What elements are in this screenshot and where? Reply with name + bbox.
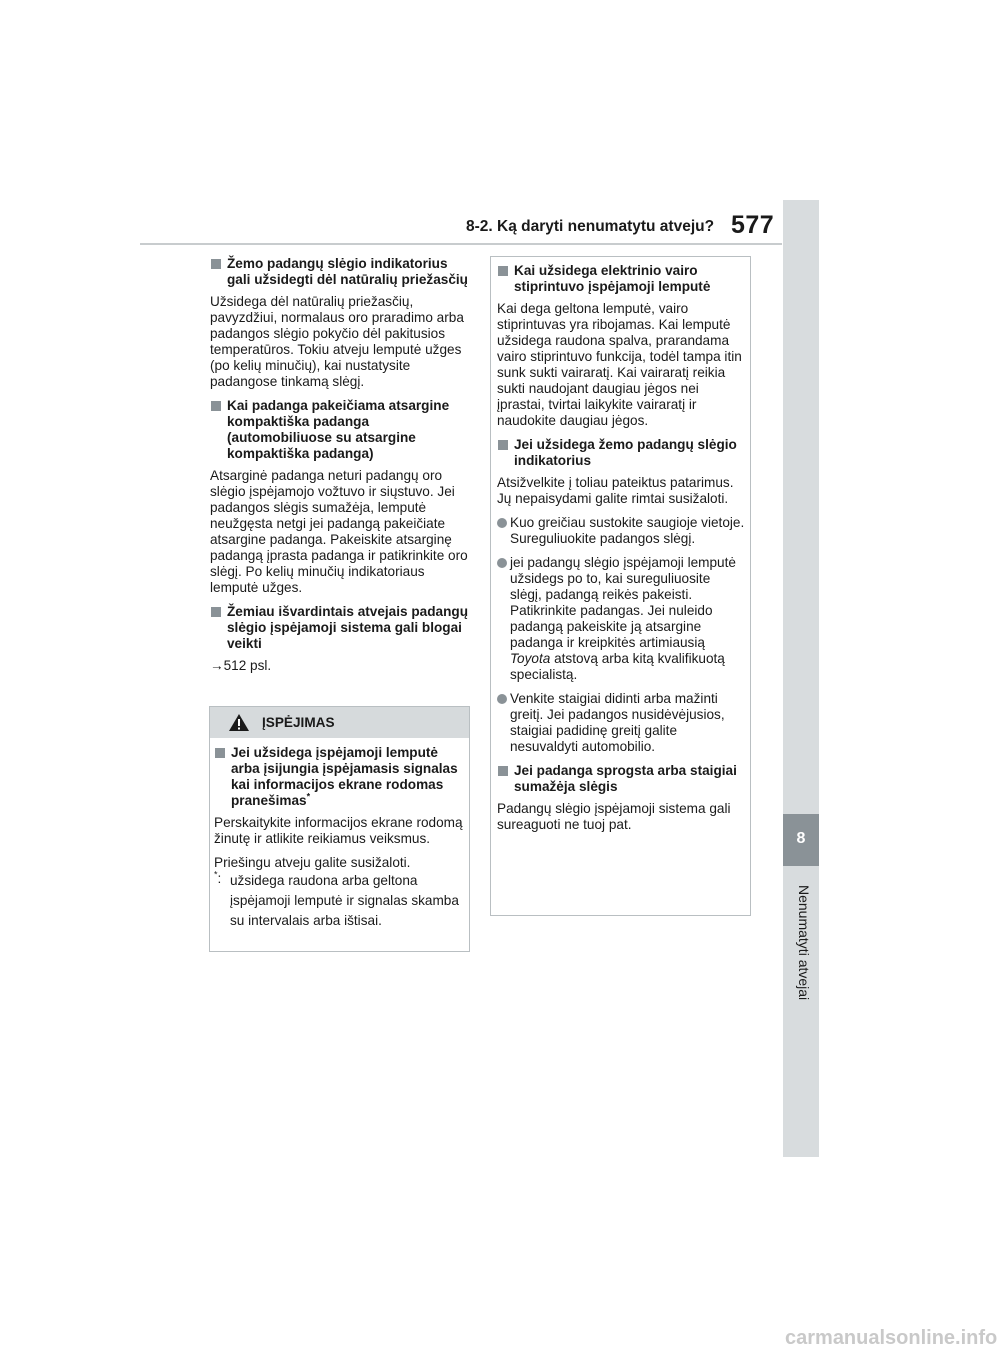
page-number: 577 — [731, 211, 775, 239]
heading-power-steering: Kai užsidega elektrinio vairo stiprintuvo įspėjamoji lemputė — [497, 263, 745, 295]
heading-system-malfunction: Žemiau išvardintais atvejais padangų slėgio įspėjamoji sistema gali blogai veikti — [210, 604, 468, 652]
paragraph-spare-tire: Atsarginė padanga neturi padangų oro slėgio įspėjamojo vožtuvo ir siųstuvo. Jei padangos slėgis sumažėja, lemputė neužgęsta netgi jei padangą pakeičiate atsargine padanga. Pakeiskite atsarginę padangą įprasta padanga ir patikrinkite oro slėgį. Po kelių minučių indikatoriaus lemputė užges. — [210, 468, 468, 595]
bullet-avoid-sudden: Venkite staigiai didinti arba mažinti greitį. Jei padangos nusidėvėjusios, staigiai padidinę greitį galite nesuvaldyti automobilio. — [497, 691, 745, 755]
warning-body — [210, 738, 469, 931]
chapter-label: Nenumatyti atvejai — [796, 885, 812, 1001]
footnote-text: užsidega raudona arba geltona įspėjamoji lemputė ir signalas skamba su intervalais arba ištisai. — [230, 873, 459, 928]
footnote — [214, 871, 465, 931]
warning-header — [210, 707, 469, 738]
warning-title: ĮSPĖJIMAS — [262, 715, 335, 730]
brand-name: Toyota — [510, 651, 551, 666]
right-note-box — [490, 256, 751, 916]
warning-box — [209, 706, 470, 952]
left-column — [210, 256, 468, 682]
watermark: carmanualsonline.info — [785, 1327, 997, 1349]
warning-heading: Jei užsidega įspėjamoji lemputė arba įsijungia įspėjamasis signalas kai informacijos ekrane rodomas pranešimas* — [214, 745, 465, 809]
heading-low-pressure-natural: Žemo padangų slėgio indikatorius gali užsidegti dėl natūralių priežasčių — [210, 256, 468, 288]
heading-low-pressure-on: Jei užsidega žemo padangų slėgio indikatorius — [497, 437, 745, 469]
header-rule — [140, 243, 782, 245]
section-title: 8-2. Ką daryti nenumatytu atveju? — [466, 218, 715, 235]
paragraph-natural-causes: Užsidega dėl natūralių priežasčių, pavyzdžiui, normalaus oro praradimo arba padangos slėgio pokyčio dėl pakitusios temperatūros. Tokiu atveju lemputė užges (po kelių minučių), kai nustatysite padangose tinkamą slėgį. — [210, 294, 464, 389]
heading-tire-burst: Jei padanga sprogsta arba staigiai sumažėja slėgis — [497, 763, 745, 795]
heading-spare-tire: Kai padanga pakeičiama atsargine kompaktiška padanga (automobiliuose su atsargine kompaktiška padanga) — [210, 398, 468, 462]
warning-paragraph: Perskaitykite informacijos ekrane rodomą žinutę ir atlikite reikiamus veiksmus. — [214, 815, 463, 846]
bullet-replace-tire: jei padangų slėgio įspėjamoji lemputė užsidegs po to, kai sureguliuosite slėgį, padangą reikės pakeisti. Patikrinkite padangas. Jei nuleido padangą pakeiskite ją atsargine padanga ir kreipkitės artimiausią Toyota atstovą arba kitą kvalifikuotą specialistą. — [497, 555, 745, 683]
page-reference-link[interactable]: →512 psl. — [210, 658, 272, 673]
paragraph-advice: Atsižvelkite į toliau pateiktus patarimus. Jų nepaisydami galite rimtai susižaloti. — [497, 475, 734, 506]
right-body — [491, 257, 750, 833]
paragraph-power-steering: Kai dega geltona lemputė, vairo stiprintuvas yra ribojamas. Kai lemputė užsidega raudona spalva, prarandama vairo stiprintuvo funkcija, todėl tampa itin sunk sukti vairaratį. Kai vairaratį reikia sukti naudojant daugiau jėgos nei įprastai, tvirtai laikykite vairaratį ir naudokite daugiau jėgos. — [497, 301, 742, 428]
chapter-number: 8 — [796, 830, 806, 847]
footnote-mark: *: — [214, 869, 222, 886]
warning-paragraph-2: Priešingu atveju galite susižaloti. — [214, 855, 411, 870]
footnote-marker: * — [306, 791, 311, 802]
paragraph-tire-burst: Padangų slėgio įspėjamoji sistema gali sureaguoti ne tuoj pat. — [497, 801, 731, 832]
bullet-stop-safely: Kuo greičiau sustokite saugioje vietoje. Sureguliuokite padangos slėgį. — [497, 515, 745, 547]
warning-triangle-icon — [228, 713, 250, 732]
